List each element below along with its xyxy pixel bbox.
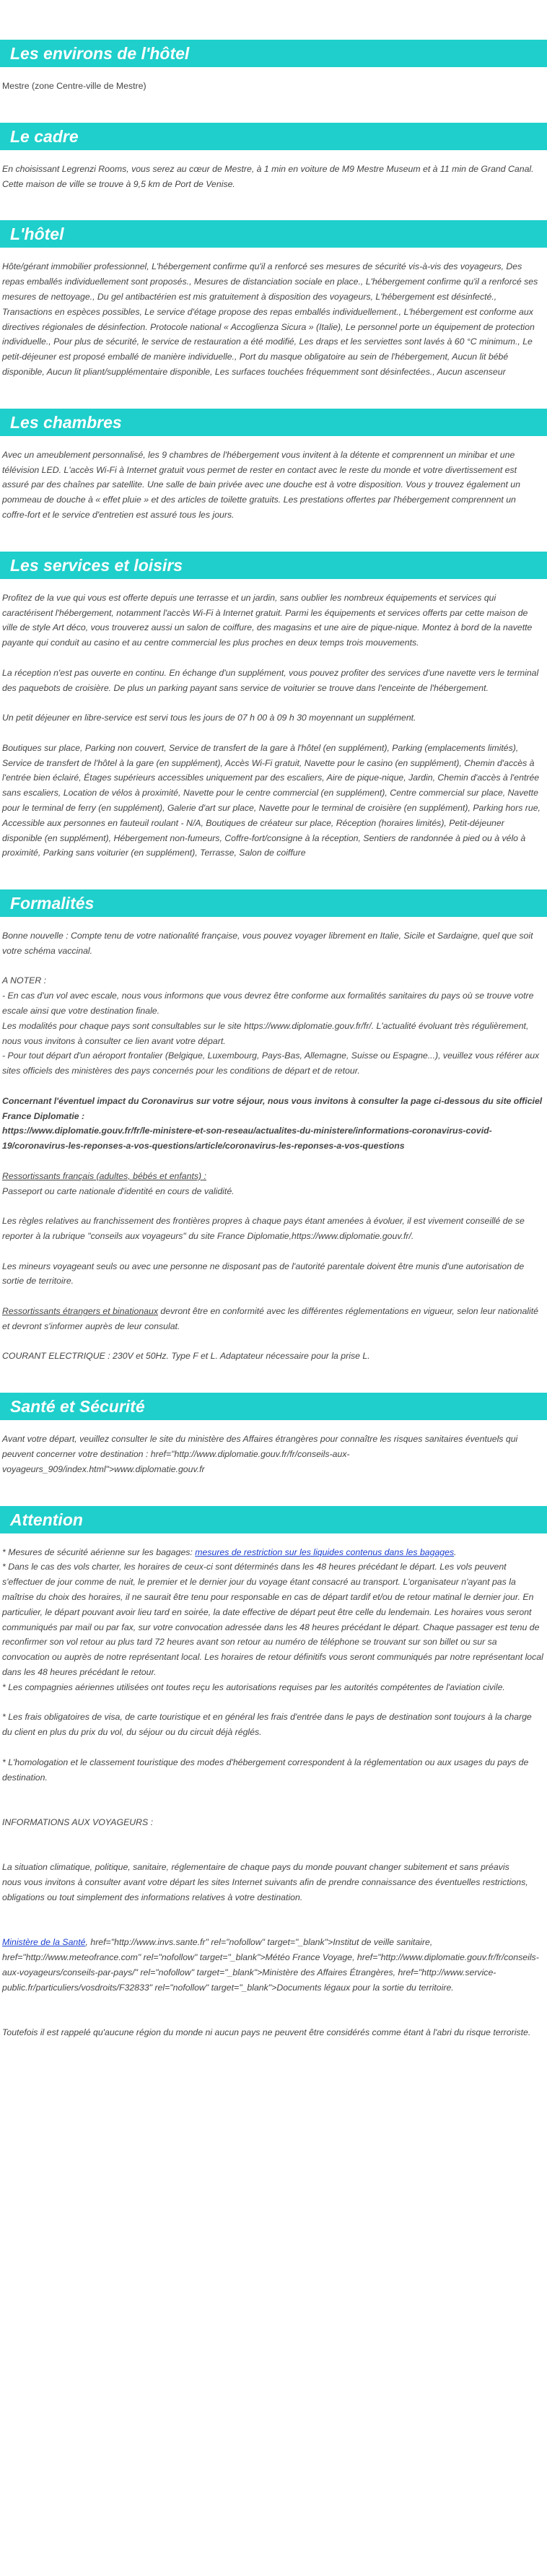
chambres-text: Avec un ameublement personnalisé, les 9 chambres de l'hébergement vous invitent à la détente et comprennent un minibar et une télévision LED. L'accès Wi-Fi à Internet gratuit vous permet de rester en contact avec le reste du monde et votre divertissement est assuré par des chaînes par satellite. Une salle de bain privée avec une douche est à votre disposition. Vous y trouvez également un pommeau de douche à « effet pluie » et des articles de toilette gratuits. Les prestations offertes par l'hébergement comprennent un coffre-fort et le service d'entretien est assuré tous les jours. [2,449,520,520]
attention-informations-heading: INFORMATIONS AUX VOYAGEURS : [2,1816,154,1827]
formalites-ressortissants-text: Passeport ou carte nationale d'identité en cours de validité. [2,1185,235,1196]
formalites-frontieres: Les règles relatives au franchissement des frontières propres à chaque pays étant amenées à évoluer, il est vivement conseillé de se reporter à la rubrique "conseils aux voyageurs" du site France Diplomatie,https://www.diplomatie.gouv.fr/. [2,1216,525,1242]
formalites-aeroport: - Pour tout départ d'un aéroport frontalier (Belgique, Luxembourg, Pays-Bas, Allemagne, Suisse ou Espagne...), veuillez vous référer aux sites officiels des ministères des pays concernés pour les conditions de départ et de retour. [2,1050,540,1076]
attention-homologation: * L'homologation et le classement touristique des modes d'hébergement correspondent à la réglementation ou aux usages du pays de destination. [2,1757,529,1783]
sante-text: Avant votre départ, veuillez consulter le site du ministère des Affaires étrangères pour connaître les risques sanitaires éventuels qui peuvent concerner votre destination : href="http://www.diplomatie.gouv.fr/fr/conseils-aux-voyageurs_909/index.html">www.diplomatie.gouv.fr [2,1434,518,1474]
hotel-text: Hôte/gérant immobilier professionnel, L'hébergement confirme qu'il a renforcé ses mesures de sécurité vis-à-vis des voyageurs, Des repas emballés individuellement sont proposés., Mesures de distanciation sociale en place., L'hébergement confirme qu'il a renforcé ses mesures de nettoyage., Du gel antibactérien est mis gratuitement à disposition des voyageurs, L'hébergement est désinfecté., Transactions en espèces possibles, Le service d'étage propose des repas emballés individuellement., L'hébergement est conforme aux directives régionales de désinfection. Protocole national « Accoglienza Sicura » (Italie), Le personnel porte un équipement de protection individuelle., Pour plus de sécurité, le service de restauration a été modifié, Les draps et les serviettes sont lavés à 60 °C minimum., Le petit-déjeuner est proposé emballé de manière individuelle., Port du masque obligatoire au sein de l'hébergement, Aucun lit bébé disponible, Aucun lit pliant/supplémentaire disponible, Les surfaces touchées fréquemment sont désinfectées., Aucun ascenseur [2,261,538,377]
section-title-sante: Santé et Sécurité [0,1393,547,1420]
attention-invitation: nous vous invitons à consulter avant votre départ les sites Internet suivants afin de prendre connaissance des éventuelles restrictions, obligations ou tout simplement des informations relatives à votre destination. [2,1877,528,1902]
page [0,40,547,2040]
section-title-attention: Attention [0,1506,547,1533]
formalites-escale: - En cas d'un vol avec escale, nous vous informons que vous devrez être conforme aux formalités sanitaires du pays où se trouve votre escale ainsi que votre destination finale. [2,991,534,1017]
formalites-coronavirus [2,1094,543,1154]
formalites-etrangers-label: Ressortissants étrangers et binationaux [2,1306,158,1317]
section-loisirs [0,552,547,861]
section-attention [0,1506,547,2040]
loisirs-paragraph-2: La réception n'est pas ouverte en continu. En échange d'un supplément, vous pouvez profiter des services d'une navette vers le terminal des paquebots de croisière. De plus un parking payant sans service de voiturier se trouve dans l'enceinte de l'hébergement. [2,667,539,693]
section-formalites [0,889,547,1364]
section-title-formalites: Formalités [0,889,547,917]
formalites-ressortissants [2,1169,543,1199]
cadre-text: En choisissant Legrenzi Rooms, vous serez au cœur de Mestre, à 1 min en voiture de M9 Mestre Museum et à 11 min de Grand Canal. Cette maison de ville se trouve à 9,5 km de Port de Venise. [2,163,534,189]
attention-charter: * Dans le cas des vols charter, les horaires de ceux-ci sont déterminés dans les 48 heures précédant le départ. Les vols peuvent s'effectuer de jour comme de nuit, le premier et le dernier jour du voyage étant consacré au transport. L'organisateur n'ayant pas la maîtrise du choix des horaires, il ne saurait être tenu pour responsable en cas de départ tardif et/ou de retour matinal le dernier jour. En particulier, le départ pouvant avoir lieu tard en soirée, la date effective de départ peut être celle du lendemain. Les horaires vous seront communiqués par mail ou par fax, sur votre convocation adressée dans les 48 heures précédant le départ. Chaque passager est tenu de reconfirmer son vol retour au plus tard 72 heures avant son retour au numéro de téléphone se trouvant sur son billet ou sur sa convocation ou auprès de notre représentant local. Les horaires de retour définitifs vous seront communiqués par notre représentant local dans les 48 heures précédant le retour. [2,1562,543,1677]
section-title-cadre: Le cadre [0,123,547,150]
attention-terrorisme: Toutefois il est rappelé qu'aucune région du monde ni aucun pays ne peuvent être considérés comme étant à l'abri du risque terroriste. [2,2027,531,2038]
ministere-sante-link[interactable]: Ministère de la Santé [2,1937,86,1948]
section-title-chambres: Les chambres [0,409,547,436]
section-hotel [0,220,547,379]
formalites-modalites: Les modalités pour chaque pays sont consultables sur le site https://www.diplomatie.gouv.fr/fr/. L'actualité évoluant très régulièrement, nous vous invitons à consulter ce lien avant votre départ. [2,1020,529,1046]
loisirs-paragraph-1: Profitez de la vue qui vous est offerte depuis une terrasse et un jardin, sans oublier les nombreux équipements et services qui caractérisent l'hébergement, notamment l'accès Wi-Fi à Internet gratuit. Parmi les équipements et services offerts par cette maison de ville de style Art déco, vous trouverez aussi un salon de coiffure, des magasins et une aire de pique-nique. Montez à bord de la navette payante qui conduit au casino et au centre commercial les plus proches en deux temps trois mouvements. [2,592,533,648]
formalites-intro: Bonne nouvelle : Compte tenu de votre nationalité française, vous pouvez voyager librement en Italie, Sicile et Sardaigne, quel que soit votre schéma vaccinal. [2,931,533,956]
attention-bagages-text: * Mesures de sécurité aérienne sur les bagages: [2,1546,196,1557]
formalites-etrangers [2,1304,543,1334]
formalites-coronavirus-link[interactable]: https://www.diplomatie.gouv.fr/fr/le-ministere-et-son-reseau/actualites-du-ministere/informations-coronavirus-covid-19/coronavirus-les-reponses-a-vos-questions/article/coronavirus-les-reponses-a-vos-questions [2,1126,492,1152]
formalites-courant: COURANT ELECTRIQUE : 230V et 50Hz. Type F et L. Adaptateur nécessaire pour la prise L. [2,1351,370,1362]
loisirs-paragraph-4: Boutiques sur place, Parking non couvert, Service de transfert de la gare à l'hôtel (en supplément), Parking (emplacements limités), Service de transfert de l'hôtel à la gare (en supplément), Accès Wi-Fi gratuit, Navette pour le casino (en supplément), Chemin d'accès à l'entrée bien éclairé, Étages supérieurs accessibles uniquement par des escaliers, Aire de pique-nique, Jardin, Chemin d'accès à l'entrée sans escaliers, Location de vélos à proximité, Navette pour le centre commercial (en supplément), Centre commercial sur place, Navette pour le terminal de ferry (en supplément), Galerie d'art sur place, Navette pour le terminal de croisière (en supplément), Parking hors rue, Accessible aux personnes en fauteuil roulant - N/A, Boutiques de créateur sur place, Réception (horaires limités), Petit-déjeuner disponible (en supplément), Hébergement non-fumeurs, Coffre-fort/consigne à la réception, Sentiers de randonnée à pied ou à vélo à proximité, Parking sans voiturier (en supplément), Terrasse, Salon de coiffure [2,742,541,858]
section-cadre [0,123,547,192]
section-sante [0,1393,547,1476]
attention-bagages-end: . [454,1546,457,1557]
attention-situation: La situation climatique, politique, sanitaire, réglementaire de chaque pays du monde pouvant changer subitement et sans préavis [2,1862,509,1873]
environs-text: Mestre (zone Centre-ville de Mestre) [2,81,146,91]
attention-visa: * Les frais obligatoires de visa, de carte touristique et en général les frais d'entrée dans le pays de destination sont toujours à la charge du client en plus du prix du vol, du séjour ou du circuit déjà réglés. [2,1712,532,1738]
section-title-loisirs: Les services et loisirs [0,552,547,579]
formalites-mineurs: Les mineurs voyageant seuls ou avec une personne ne disposant pas de l'autorité parentale doivent être munis d'une autorisation de sortie de territoire. [2,1261,525,1287]
formalites-coronavirus-text: Concernant l'éventuel impact du Coronavirus sur votre séjour, nous vous invitons à consulter la page ci-dessous du site officiel France Diplomatie : [2,1095,543,1121]
liquides-restriction-link[interactable]: mesures de restriction sur les liquides contenus dans les bagages [195,1546,455,1557]
section-title-hotel: L'hôtel [0,220,547,248]
section-title-environs: Les environs de l'hôtel [0,40,547,67]
section-environs [0,40,547,94]
loisirs-paragraph-3: Un petit déjeuner en libre-service est servi tous les jours de 07 h 00 à 09 h 30 moyennant un supplément. [2,713,416,723]
attention-liens-text: , href="http://www.invs.sante.fr" rel="nofollow" target="_blank">Institut de veille sanitaire, href="http://www.meteofrance.com" rel="nofollow" target="_blank">Météo France Voyage, href="http://www.diplomatie.gouv.fr/fr/conseils-aux-voyageurs/conseils-par-pays/" rel="nofollow" target="_blank">Ministère des Affaires Étrangères, href="http://www.service-public.fr/particuliers/vosdroits/F32833" rel="nofollow" target="_blank">Documents légaux pour la sortie du territoire. [2,1937,539,1993]
formalites-etrangers-text: devront être en conformité avec les différentes réglementations en vigueur, selon leur nationalité et devront s'informer auprès de leur consulat. [2,1306,539,1331]
formalites-ressortissants-label: Ressortissants français (adultes, bébés et enfants) : [2,1170,206,1181]
attention-compagnies: * Les compagnies aériennes utilisées ont toutes reçu les autorisations requises par les autorités compétentes de l'aviation civile. [2,1681,505,1692]
section-chambres [0,409,547,523]
attention-liens [2,1935,543,1995]
formalites-a-noter-label: A NOTER : [2,975,47,986]
attention-bagages [2,1545,543,1560]
